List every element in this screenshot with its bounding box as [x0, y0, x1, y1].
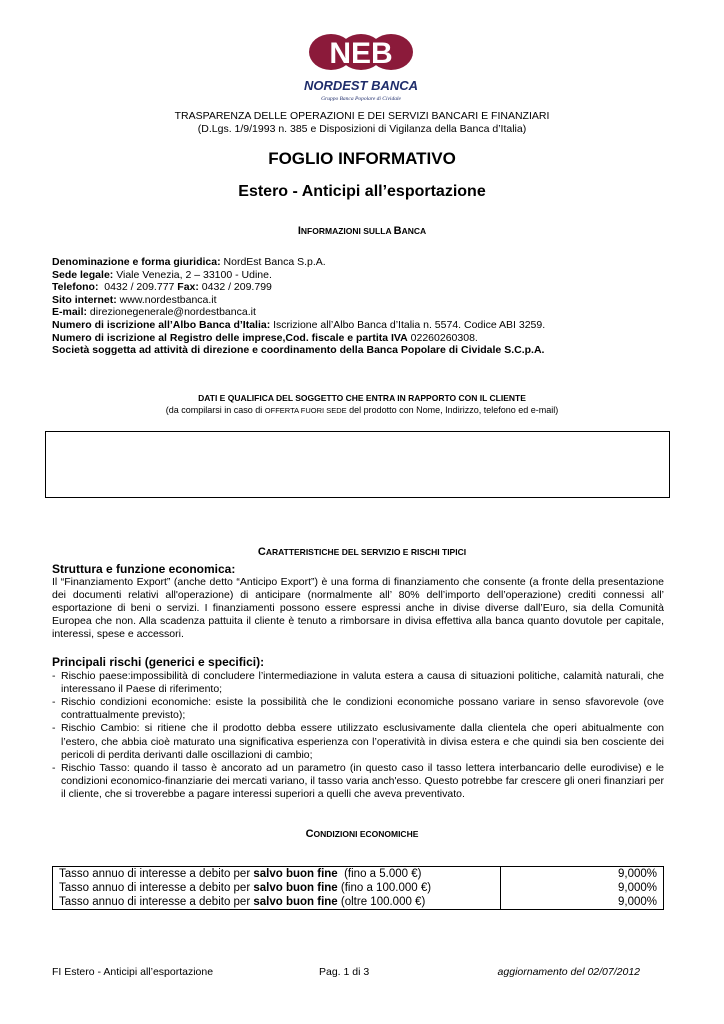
- risk-item: - Rischio Tasso: quando il tasso è ancorato ad un parametro (in questo caso il tasso lettera interbancario delle eurodivise) e le condizioni economico-finanziarie dei mercati variano, il tasso varia anch'esso. Questo potrebbe far crescere gli oneri finanziari per il cliente, che si troverebbe a pagare interessi superiori a quelli che aveva preventivato.: [52, 761, 664, 800]
- footer-update-date: aggiornamento del 02/07/2012: [497, 966, 640, 978]
- table-row: [53, 867, 664, 882]
- table-row: [53, 881, 664, 895]
- footer-page-number: Pag. 1 di 3: [319, 966, 370, 978]
- bank-info-row: Telefono: 0432 / 209.777 Fax: 0432 / 209.799: [52, 281, 272, 294]
- page-subtitle: Estero - Anticipi all’esportazione: [238, 183, 486, 200]
- client-data-note: (da compilarsi in caso di OFFERTA FUORI SEDE del prodotto con Nome, Indirizzo, telefono ed e-mail): [165, 405, 559, 415]
- risks-section: [52, 656, 664, 801]
- risk-item: - Rischio Cambio: si ritiene che il prodotto debba essere utilizzato esclusivamente dalla clientela che operi abitualmente con l’estero, che abbia cioè maturato una significativa esperienza con l’operatività in divisa estera e che quindi sia ben cosciente dei pericoli di perdita derivanti dalle oscillazioni di cambio;: [52, 722, 664, 761]
- logo-mark: NEB: [329, 37, 393, 70]
- header-line-2: (D.Lgs. 1/9/1993 n. 385 e Disposizioni di Vigilanza della Banca d’Italia): [197, 123, 527, 135]
- bank-info-row: Società soggetta ad attività di direzione e coordinamento della Banca Popolare di Cividale S.C.p.A.: [52, 344, 545, 357]
- bank-info-row: Denominazione e forma giuridica: NordEst Banca S.p.A.: [52, 256, 326, 268]
- nordest-logo-icon: [297, 28, 427, 108]
- condition-value: 9,000%: [501, 881, 664, 895]
- bank-info-row: Numero di iscrizione al Registro delle imprese,Cod. fiscale e partita IVA 02260260308.: [52, 331, 478, 344]
- client-data-heading: DATI E QUALIFICA DEL SOGGETTO CHE ENTRA IN RAPPORTO CON IL CLIENTE: [198, 393, 526, 403]
- bank-info-row: Sito internet: www.nordestbanca.it: [52, 293, 217, 306]
- risks-title: Principali rischi (generici e specifici):: [52, 655, 265, 669]
- bank-info-heading: INFORMAZIONI SULLA BANCA: [297, 225, 427, 237]
- condition-label: Tasso annuo di interesse a debito per salvo buon fine (fino a 100.000 €): [53, 881, 501, 895]
- logo-brand: NORDEST BANCA: [303, 78, 419, 93]
- footer-document-name: FI Estero - Anticipi all’esportazione: [52, 966, 214, 978]
- bank-info-row: E-mail: direzionegenerale@nordestbanca.it: [52, 306, 256, 319]
- logo-tagline: Gruppo Banca Popolare di Cividale: [321, 96, 401, 102]
- risk-item: - Rischio paese:impossibilità di concludere l’intermediazione in valuta estera a causa di situazioni politiche, calamità naturali, che interessano il Paese di riferimento;: [52, 670, 664, 696]
- bank-info-block: [52, 256, 672, 357]
- client-data-box[interactable]: [45, 431, 670, 498]
- bank-logo: [0, 28, 724, 108]
- bank-info-row: Numero di iscrizione all’Albo Banca d’Italia: Iscrizione all’Albo Banca d’Italia n. 5574. Codice ABI 3259.: [52, 318, 546, 331]
- conditions-table: [52, 866, 664, 910]
- page-title: FOGLIO INFORMATIVO: [268, 149, 456, 168]
- bank-info-row: Sede legale: Viale Venezia, 2 – 33100 - Udine.: [52, 268, 272, 281]
- risk-item: - Rischio condizioni economiche: esiste la possibilità che le condizioni economiche possano variare in senso sfavorevole (ove contrattualmente previsto);: [52, 696, 664, 722]
- condition-label: Tasso annuo di interesse a debito per salvo buon fine (oltre 100.000 €): [53, 895, 501, 910]
- structure-section: [52, 563, 664, 642]
- header-line-1: TRASPARENZA DELLE OPERAZIONI E DEI SERVIZI BANCARI E FINANZIARI: [174, 110, 550, 122]
- conditions-heading: CONDIZIONI ECONOMICHE: [305, 828, 419, 840]
- condition-value: 9,000%: [501, 895, 664, 910]
- service-heading: CARATTERISTICHE DEL SERVIZIO E RISCHI TIPICI: [257, 546, 467, 558]
- condition-value: 9,000%: [501, 867, 664, 882]
- structure-title: Struttura e funzione economica:: [52, 562, 236, 576]
- structure-text: Il “Finanziamento Export” (anche detto “Anticipo Export”) è una forma di finanziamento che consente (a fronte della presentazione dei documenti relativi all'operazione) di anticipare (normalmente all’ 80% dell’importo dell’operazione) crediti connessi all’ esportazione di beni o servizi. I finanziamenti possono essere espressi anche in divise diverse dall’Euro, sia della Comunità Europea che non. Alla scadenza pattuita il cliente è tenuto a rimborsare in divisa effettiva alla banca quanto dovutole per capitale, interessi, spese e accessori.: [52, 576, 664, 641]
- condition-label: Tasso annuo di interesse a debito per salvo buon fine (fino a 5.000 €): [53, 867, 501, 882]
- table-row: [53, 895, 664, 910]
